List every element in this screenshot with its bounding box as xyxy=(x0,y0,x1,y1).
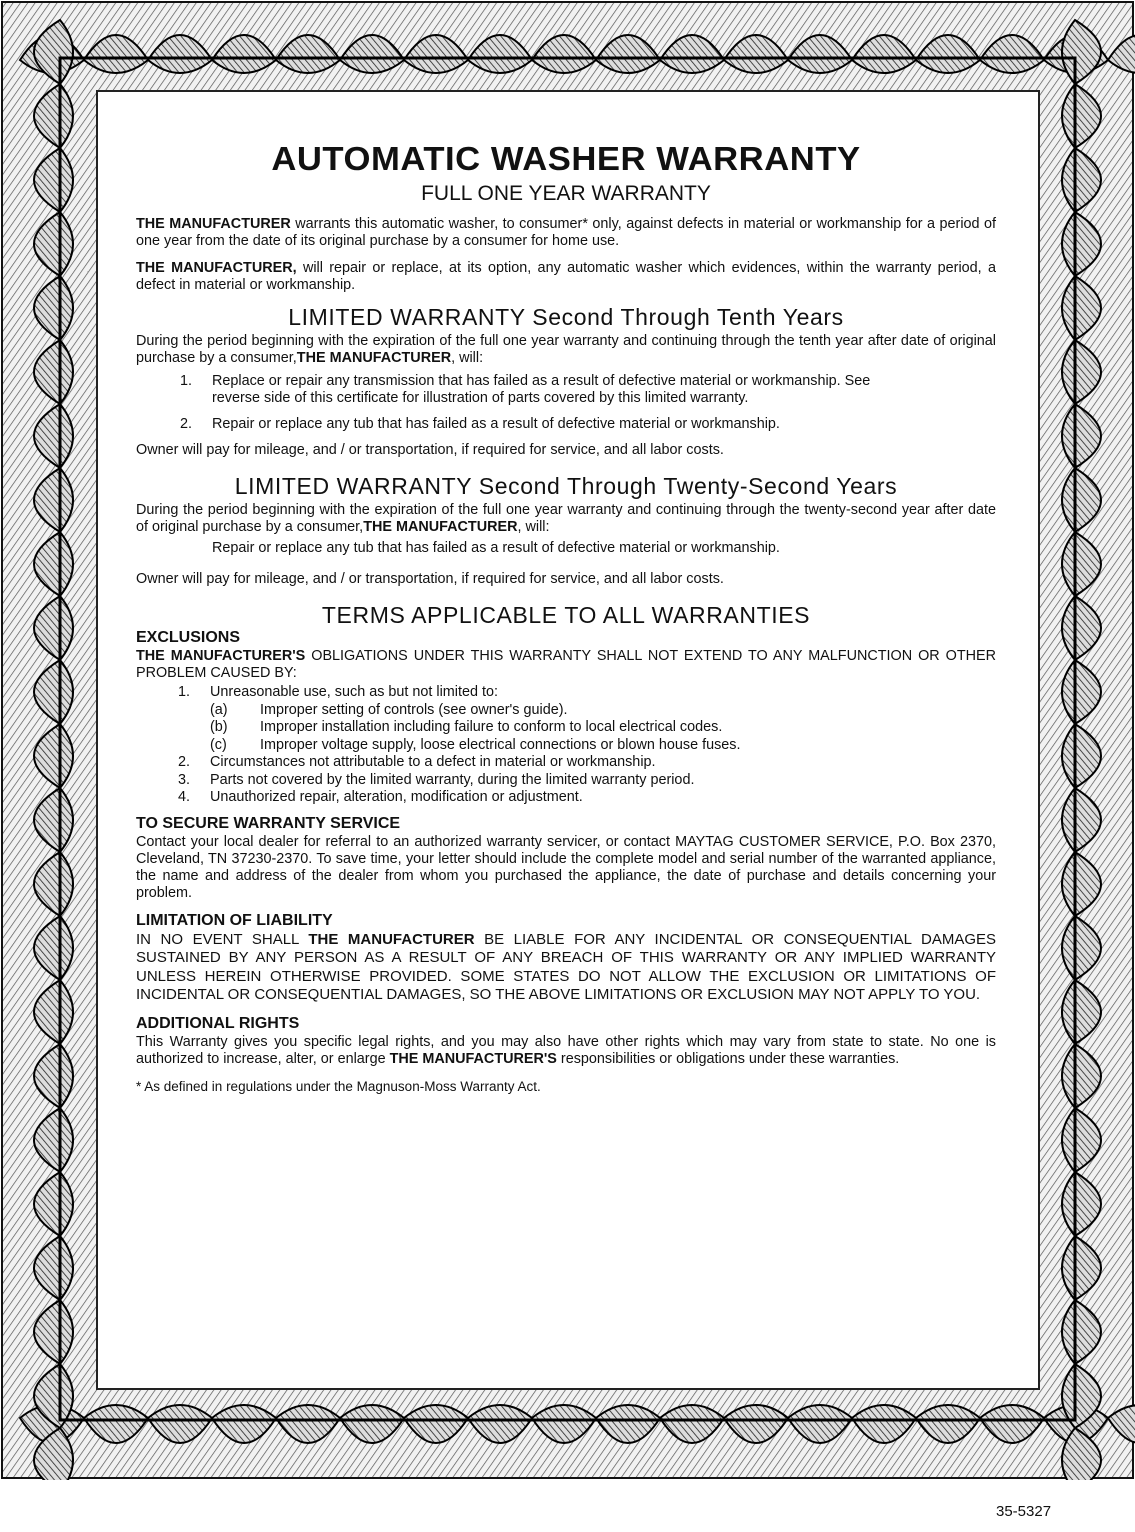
exclusions-list xyxy=(136,684,996,807)
liability-paragraph xyxy=(136,931,996,1005)
warranty-document xyxy=(136,140,996,1105)
list-item-number: 3. xyxy=(178,771,191,788)
list-item-number: 1. xyxy=(178,684,191,700)
limited-10-intro-end: , will: xyxy=(451,350,484,366)
list-item-text: Repair or replace any tub that has failed as a result of defective material or workmanship. xyxy=(212,416,780,432)
exclusions-intro xyxy=(136,648,996,682)
footnote: * As defined in regulations under the Magnuson-Moss Warranty Act. xyxy=(136,1078,541,1094)
list-item xyxy=(136,772,996,790)
list-item-text: Improper setting of controls (see owner's guide). xyxy=(260,701,568,718)
exclusions-text: OBLIGATIONS UNDER THIS WARRANTY SHALL NOT EXTEND TO ANY MALFUNCTION OR OTHER PROBLEM CAUSED BY: xyxy=(136,648,997,681)
manufacturer-label: THE MANUFACTURER xyxy=(363,519,518,535)
list-item-text: Unauthorized repair, alteration, modification or adjustment. xyxy=(210,789,583,805)
manufacturer-label: THE MANUFACTURER, xyxy=(136,260,297,276)
limited-10-heading: LIMITED WARRANTY Second Through Tenth Years xyxy=(288,304,844,330)
full-warranty-text-2: will repair or replace, at its option, any automatic washer which evidences, within the warranty period, a defect in material or workmanship. xyxy=(136,260,997,293)
limited-10-intro xyxy=(136,333,996,367)
full-warranty-heading: FULL ONE YEAR WARRANTY xyxy=(421,182,711,205)
liability-pre: IN NO EVENT SHALL xyxy=(136,930,309,948)
list-item xyxy=(136,684,996,702)
limited-22-item: Repair or replace any tub that has failed as a result of defective material or workmanship. xyxy=(212,540,780,556)
list-item xyxy=(136,789,996,807)
terms-heading: TERMS APPLICABLE TO ALL WARRANTIES xyxy=(321,602,811,628)
document-number: 35-5327 xyxy=(996,1503,1052,1520)
limited-22-owner-note: Owner will pay for mileage, and / or transportation, if required for service, and all labor costs. xyxy=(136,571,724,587)
manufacturer-label: THE MANUFACTURER'S xyxy=(389,1050,557,1067)
list-item-number: 2. xyxy=(178,754,191,770)
liability-text: BE LIABLE FOR ANY INCIDENTAL OR CONSEQUENTIAL DAMAGES SUSTAINED BY ANY PERSON AS A RESULT OF ANY BREACH OF THIS WARRANTY OR ANY IMPLIED WARRANTY UNLESS HEREIN OTHERWISE PROVIDED. SOME STATES DO NOT ALLOW THE EXCLUSION OR LIMITATIONS OF INCIDENTAL OR CONSEQUENTIAL DAMAGES, SO THE ABOVE LIMITATIONS OR EXCLUSION MAY NOT APPLY TO YOU. xyxy=(136,930,996,1003)
exclusions-title: EXCLUSIONS xyxy=(136,629,241,646)
list-item-text: Improper installation including failure to conform to local electrical codes. xyxy=(260,719,723,735)
full-warranty-text-1: warrants this automatic washer, to consumer* only, against defects in material or workmanship for a period of one year from the date of its original purchase by a consumer for home use. xyxy=(136,216,996,249)
list-item-number: 1. xyxy=(180,373,193,389)
limited-10-intro-text: During the period beginning with the expiration of the full one year warranty and continuing through the tenth year after date of original purchase by a consumer, xyxy=(136,333,996,366)
manufacturer-label: THE MANUFACTURER xyxy=(308,930,475,948)
list-item xyxy=(136,719,996,737)
list-item-text: Unreasonable use, such as but not limited to: xyxy=(210,684,498,700)
list-item xyxy=(136,373,912,407)
rights-pre: This Warranty gives you specific legal rights, and you may also have other rights which may vary from state to state. No one is authorized to increase, alter, or enlarge xyxy=(136,1033,996,1067)
list-item xyxy=(136,702,996,720)
secure-service-title: TO SECURE WARRANTY SERVICE xyxy=(136,814,401,832)
list-item-text: Replace or repair any transmission that has failed as a result of defective material or workmanship. See reverse side of this certificate for illustration of parts covered by this limited warranty. xyxy=(212,373,871,406)
limited-22-intro xyxy=(136,502,996,536)
limited-10-owner-note: Owner will pay for mileage, and / or transportation, if required for service, and all labor costs. xyxy=(136,442,724,458)
list-item xyxy=(136,737,996,755)
secure-service-text: Contact your local dealer for referral to an authorized warranty servicer, or contact MAYTAG CUSTOMER SERVICE, P.O. Box 2370, Cleveland, TN 37230-2370. To save time, your letter should include the complete model and serial number of the warranted appliance, the name and address of the dealer from whom you purchased the appliance, the date of purchase and details concerning your problem. xyxy=(136,833,996,901)
full-warranty-paragraph-2 xyxy=(136,260,996,294)
manufacturer-label: THE MANUFACTURER'S xyxy=(136,648,306,664)
additional-rights-title: ADDITIONAL RIGHTS xyxy=(136,1014,300,1032)
limited-22-heading: LIMITED WARRANTY Second Through Twenty-Second Years xyxy=(234,473,898,499)
manufacturer-label: THE MANUFACTURER xyxy=(296,350,452,366)
rights-text: responsibilities or obligations under these warranties. xyxy=(556,1050,900,1067)
document-title: AUTOMATIC WASHER WARRANTY xyxy=(271,140,861,177)
manufacturer-label: THE MANUFACTURER xyxy=(136,216,291,232)
limited-10-list xyxy=(136,373,996,433)
list-item xyxy=(136,754,996,772)
limited-22-intro-text: During the period beginning with the expiration of the full one year warranty and continuing through the twenty-second year after date of original purchase by a consumer, xyxy=(136,502,996,535)
list-item-number: (c) xyxy=(210,736,227,753)
list-item-number: (b) xyxy=(210,719,228,735)
list-item-text: Parts not covered by the limited warranty, during the limited warranty period. xyxy=(210,771,695,788)
list-item-number: 4. xyxy=(178,789,191,805)
list-item-text: Circumstances not attributable to a defect in material or workmanship. xyxy=(210,754,656,770)
list-item-number: (a) xyxy=(210,701,228,718)
list-item-text: Improper voltage supply, loose electrical connections or blown house fuses. xyxy=(260,736,741,753)
full-warranty-paragraph-1 xyxy=(136,216,996,250)
additional-rights-paragraph xyxy=(136,1034,996,1068)
list-item xyxy=(136,416,1002,433)
limited-22-intro-end: , will: xyxy=(517,519,550,535)
liability-title: LIMITATION OF LIABILITY xyxy=(136,911,333,929)
list-item-number: 2. xyxy=(180,416,193,432)
